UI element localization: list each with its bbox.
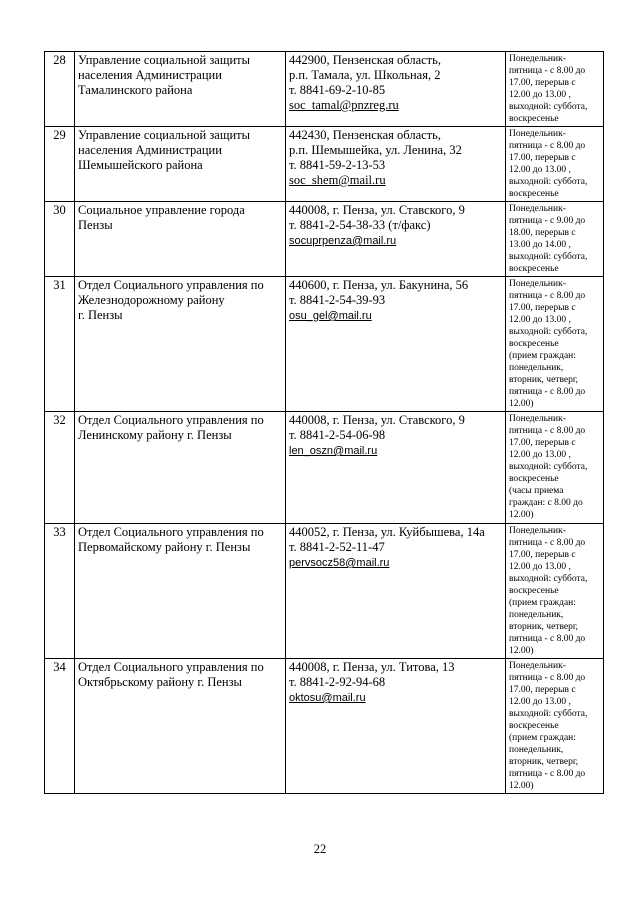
table-row xyxy=(45,659,604,794)
name-line: Отдел Социального управления по xyxy=(78,660,264,674)
organization-name xyxy=(75,202,286,277)
schedule-line: граждан: с 8.00 до xyxy=(509,498,583,508)
name-line: Шемышейского района xyxy=(78,158,203,172)
schedule-line: Понедельник- xyxy=(509,526,566,536)
name-line: г. Пензы xyxy=(78,308,123,322)
schedule-line: понедельник, xyxy=(509,745,564,755)
email-link[interactable]: pervsocz58@mail.ru xyxy=(289,557,390,569)
address-line: т. 8841-59-2-13-53 xyxy=(289,158,386,172)
name-line: Социальное управление города xyxy=(78,203,245,217)
schedule-line: 12.00 до 13.00 , xyxy=(509,90,571,100)
row-number: 32 xyxy=(45,412,75,524)
row-number: 30 xyxy=(45,202,75,277)
address-line: т. 8841-2-54-39-93 xyxy=(289,293,386,307)
schedule-line: выходной: суббота, xyxy=(509,574,588,584)
organization-name xyxy=(75,524,286,659)
email-link[interactable]: soc_shem@mail.ru xyxy=(289,173,386,187)
address-line: т. 8841-2-52-11-47 xyxy=(289,540,385,554)
address-line: 442430, Пензенская область, xyxy=(289,128,441,142)
schedule-line: воскресенье xyxy=(509,264,559,274)
address-line: т. 8841-2-54-38-33 (т/факс) xyxy=(289,218,431,232)
email-link[interactable]: soc_tamal@pnzreg.ru xyxy=(289,98,399,112)
schedule-line: 12.00 до 13.00 , xyxy=(509,562,571,572)
schedule-line: Понедельник- xyxy=(509,204,566,214)
schedule-line: вторник, четверг, xyxy=(509,375,579,385)
row-number: 31 xyxy=(45,277,75,412)
schedule-line: вторник, четверг, xyxy=(509,757,579,767)
name-line: Отдел Социального управления по xyxy=(78,525,264,539)
schedule-line: 17.00, перерыв с xyxy=(509,685,576,695)
schedule-line: пятница - с 8.00 до xyxy=(509,769,586,779)
address-line: т. 8841-2-92-94-68 xyxy=(289,675,386,689)
schedule-line: выходной: суббота, xyxy=(509,327,588,337)
name-line: Отдел Социального управления по xyxy=(78,413,264,427)
schedule-line: 12.00) xyxy=(509,781,534,791)
schedule-line: 13.00 до 14.00 , xyxy=(509,240,571,250)
schedule-line: (прием граждан: xyxy=(509,351,576,361)
schedule-line: 12.00 до 13.00 , xyxy=(509,450,571,460)
address-line: 440008, г. Пенза, ул. Ставского, 9 xyxy=(289,203,465,217)
name-line: Октябрьскому району г. Пензы xyxy=(78,675,242,689)
address-cell xyxy=(286,127,506,202)
organization-name xyxy=(75,659,286,794)
schedule-cell xyxy=(506,412,604,524)
schedule-line: Понедельник- xyxy=(509,414,566,424)
schedule-line: 12.00) xyxy=(509,399,534,409)
schedule-line: пятница - с 8.00 до xyxy=(509,66,586,76)
address-line: 440600, г. Пенза, ул. Бакунина, 56 xyxy=(289,278,469,292)
email-link[interactable]: oktosu@mail.ru xyxy=(289,692,366,704)
table-row xyxy=(45,202,604,277)
schedule-line: пятница - с 8.00 до xyxy=(509,538,586,548)
schedule-line: (прием граждан: xyxy=(509,598,576,608)
schedule-line: пятница - с 8.00 до xyxy=(509,634,586,644)
schedule-line: 17.00, перерыв с xyxy=(509,438,576,448)
schedule-line: (прием граждан: xyxy=(509,733,576,743)
schedule-line: пятница - с 8.00 до xyxy=(509,291,586,301)
organization-name xyxy=(75,412,286,524)
table-row xyxy=(45,52,604,127)
schedule-line: 12.00 до 13.00 , xyxy=(509,165,571,175)
row-number: 33 xyxy=(45,524,75,659)
schedule-cell xyxy=(506,659,604,794)
name-line: Железнодорожному району xyxy=(78,293,225,307)
schedule-line: Понедельник- xyxy=(509,54,566,64)
address-cell xyxy=(286,52,506,127)
schedule-line: понедельник, xyxy=(509,363,564,373)
schedule-line: воскресенье xyxy=(509,474,559,484)
row-number: 34 xyxy=(45,659,75,794)
organization-name xyxy=(75,127,286,202)
email-link[interactable]: socuprpenza@mail.ru xyxy=(289,235,397,247)
schedule-line: 12.00 до 13.00 , xyxy=(509,697,571,707)
table-body xyxy=(45,52,604,794)
organization-name xyxy=(75,52,286,127)
schedule-cell xyxy=(506,202,604,277)
address-line: 440052, г. Пенза, ул. Куйбышева, 14а xyxy=(289,525,485,539)
address-line: 440008, г. Пенза, ул. Титова, 13 xyxy=(289,660,455,674)
schedule-line: 18.00, перерыв с xyxy=(509,228,576,238)
schedule-line: вторник, четверг, xyxy=(509,622,579,632)
schedule-cell xyxy=(506,524,604,659)
schedule-cell xyxy=(506,127,604,202)
name-line: населения Администрации xyxy=(78,68,222,82)
address-cell xyxy=(286,524,506,659)
contacts-table xyxy=(44,51,604,794)
schedule-line: Понедельник- xyxy=(509,661,566,671)
schedule-line: воскресенье xyxy=(509,721,559,731)
schedule-line: понедельник, xyxy=(509,610,564,620)
name-line: Управление социальной защиты xyxy=(78,53,251,67)
schedule-line: 17.00, перерыв с xyxy=(509,153,576,163)
name-line: Первомайскому району г. Пензы xyxy=(78,540,251,554)
email-link[interactable]: len_oszn@mail.ru xyxy=(289,445,378,457)
row-number: 29 xyxy=(45,127,75,202)
schedule-line: выходной: суббота, xyxy=(509,177,588,187)
table-row xyxy=(45,412,604,524)
schedule-line: выходной: суббота, xyxy=(509,252,588,262)
schedule-line: выходной: суббота, xyxy=(509,462,588,472)
name-line: населения Администрации xyxy=(78,143,222,157)
schedule-line: 12.00) xyxy=(509,510,534,520)
schedule-cell xyxy=(506,52,604,127)
schedule-line: выходной: суббота, xyxy=(509,709,588,719)
table-row xyxy=(45,277,604,412)
address-cell xyxy=(286,277,506,412)
schedule-line: воскресенье xyxy=(509,114,559,124)
schedule-line: Понедельник- xyxy=(509,279,566,289)
schedule-line: воскресенье xyxy=(509,189,559,199)
row-number: 28 xyxy=(45,52,75,127)
name-line: Управление социальной защиты xyxy=(78,128,251,142)
address-line: 440008, г. Пенза, ул. Ставского, 9 xyxy=(289,413,465,427)
address-cell xyxy=(286,659,506,794)
address-cell xyxy=(286,412,506,524)
address-line: р.п. Шемышейка, ул. Ленина, 32 xyxy=(289,143,462,157)
schedule-line: пятница - с 8.00 до xyxy=(509,426,586,436)
schedule-line: воскресенье xyxy=(509,339,559,349)
table-row xyxy=(45,127,604,202)
schedule-line: Понедельник- xyxy=(509,129,566,139)
schedule-line: выходной: суббота, xyxy=(509,102,588,112)
name-line: Пензы xyxy=(78,218,113,232)
address-line: т. 8841-69-2-10-85 xyxy=(289,83,386,97)
schedule-line: 17.00, перерыв с xyxy=(509,550,576,560)
email-link[interactable]: osu_gel@mail.ru xyxy=(289,310,372,322)
name-line: Тамалинского района xyxy=(78,83,193,97)
schedule-line: воскресенье xyxy=(509,586,559,596)
schedule-line: пятница - с 8.00 до xyxy=(509,387,586,397)
schedule-line: пятница - с 8.00 до xyxy=(509,673,586,683)
schedule-cell xyxy=(506,277,604,412)
schedule-line: 17.00, перерыв с xyxy=(509,303,576,313)
name-line: Отдел Социального управления по xyxy=(78,278,264,292)
address-cell xyxy=(286,202,506,277)
address-line: т. 8841-2-54-06-98 xyxy=(289,428,386,442)
address-line: р.п. Тамала, ул. Школьная, 2 xyxy=(289,68,441,82)
schedule-line: пятница - с 9.00 до xyxy=(509,216,586,226)
schedule-line: 17.00, перерыв с xyxy=(509,78,576,88)
organization-name xyxy=(75,277,286,412)
schedule-line: пятница - с 8.00 до xyxy=(509,141,586,151)
schedule-line: (часы приема xyxy=(509,486,564,496)
schedule-line: 12.00) xyxy=(509,646,534,656)
table-row xyxy=(45,524,604,659)
page-number: 22 xyxy=(313,842,327,856)
name-line: Ленинскому району г. Пензы xyxy=(78,428,232,442)
schedule-line: 12.00 до 13.00 , xyxy=(509,315,571,325)
address-line: 442900, Пензенская область, xyxy=(289,53,441,67)
